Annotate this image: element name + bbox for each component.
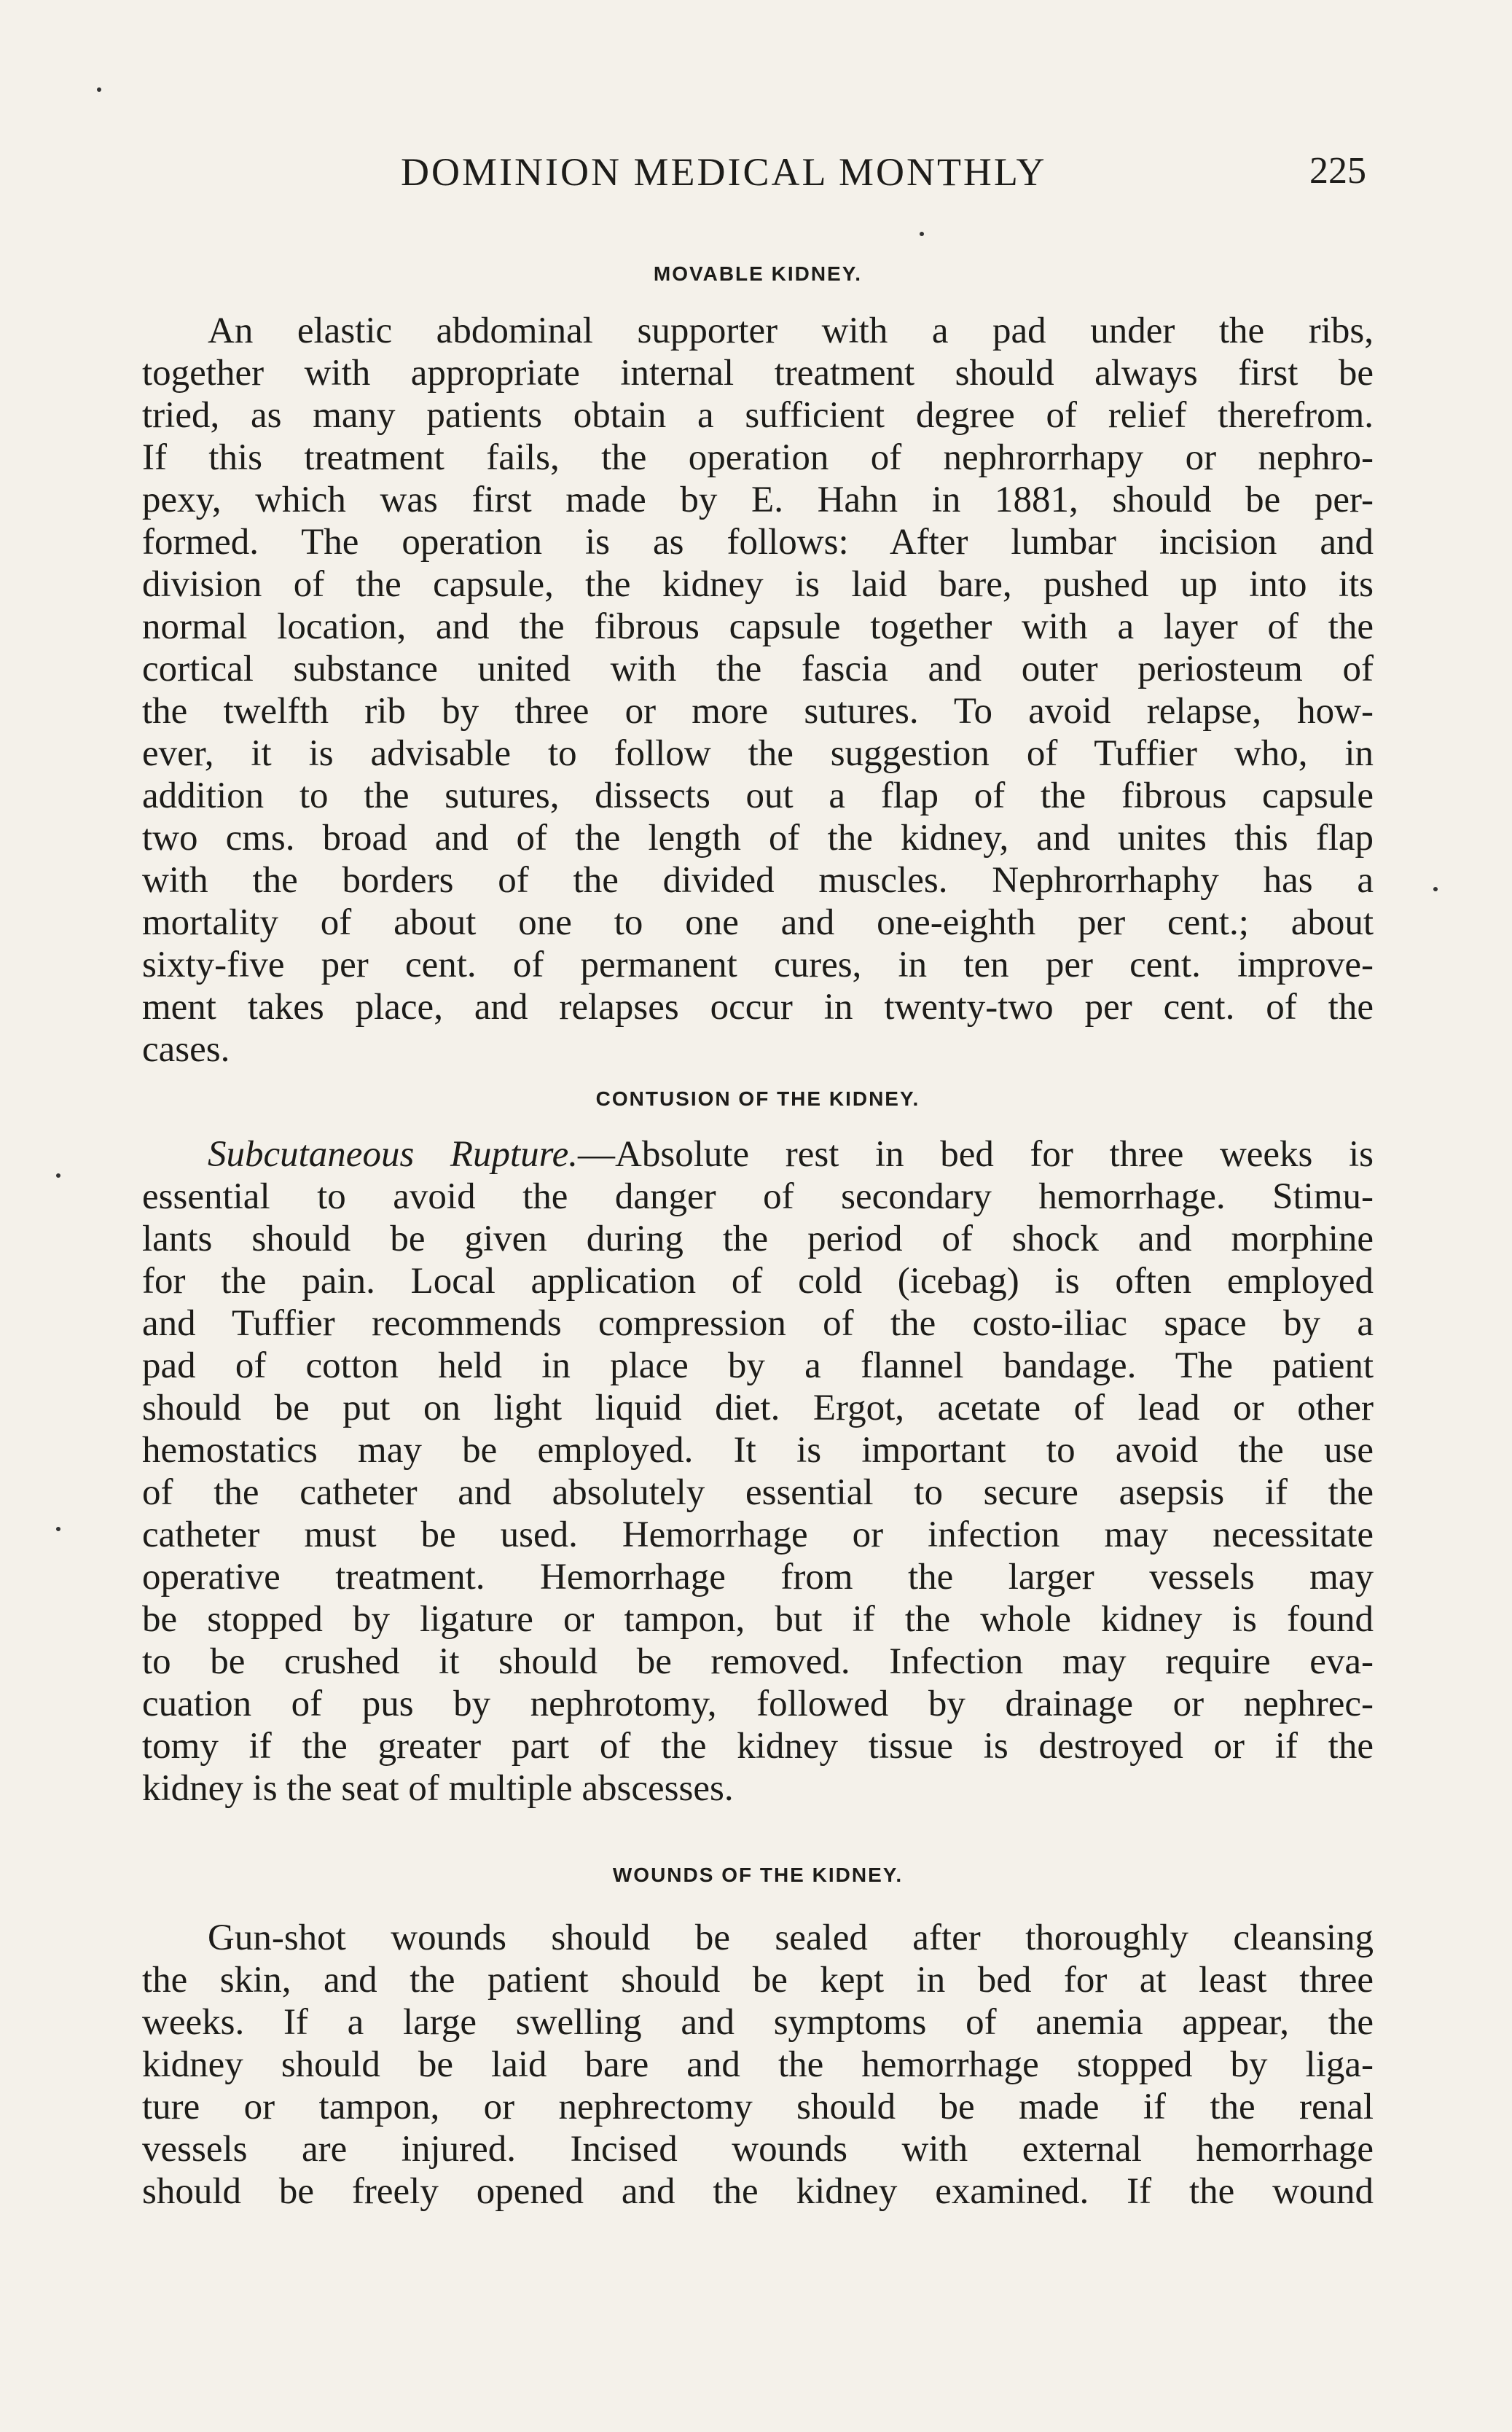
- text-line: hemostatics may be employed. It is important to avoid the use: [142, 1430, 1374, 1471]
- text-line: should be put on light liquid diet. Ergot, acetate of lead or other: [142, 1388, 1374, 1428]
- paragraph-movable-kidney: [142, 310, 1374, 1071]
- text-line-rest: —Absolute rest in bed for three weeks is: [578, 1134, 1374, 1175]
- margin-speck: [1433, 887, 1438, 891]
- text-line: Gun-shot wounds should be sealed after thoroughly cleansing: [208, 1917, 1374, 1958]
- text-line: of the catheter and absolutely essential to secure asepsis if the: [142, 1472, 1374, 1513]
- text-line: and Tuffier recommends compression of the costo-iliac space by a: [142, 1303, 1374, 1344]
- text-line: division of the capsule, the kidney is laid bare, pushed up into its: [142, 564, 1374, 605]
- text-line: the skin, and the patient should be kept in bed for at least three: [142, 1960, 1374, 2001]
- text-line: cuation of pus by nephrotomy, followed by drainage or nephrec-: [142, 1684, 1374, 1724]
- text-line: for the pain. Local application of cold (icebag) is often employed: [142, 1261, 1374, 1302]
- text-line: ture or tampon, or nephrectomy should be made if the renal: [142, 2087, 1374, 2127]
- section-heading-wounds: WOUNDS OF THE KIDNEY.: [612, 1864, 904, 1886]
- text-line: sixty-five per cent. of permanent cures, in ten per cent. improve-: [142, 945, 1374, 985]
- margin-speck: [920, 232, 924, 236]
- text-line: together with appropriate internal treatment should always first be: [142, 353, 1374, 394]
- text-line: weeks. If a large swelling and symptoms of anemia appear, the: [142, 2002, 1374, 2043]
- text-line: [142, 1133, 1374, 1176]
- margin-speck: [56, 1527, 60, 1531]
- paragraph-wounds: [142, 1917, 1374, 2213]
- text-line: cortical substance united with the fascia and outer periosteum of: [142, 649, 1374, 689]
- margin-speck: [97, 87, 101, 92]
- margin-speck: [56, 1173, 60, 1178]
- text-line: kidney is the seat of multiple abscesses.: [142, 1768, 734, 1809]
- section-heading-movable-kidney: MOVABLE KIDNEY.: [653, 262, 863, 285]
- running-title: DOMINION MEDICAL MONTHLY: [401, 150, 1047, 194]
- text-line: two cms. broad and of the length of the kidney, and unites this flap: [142, 818, 1374, 859]
- text-line: lants should be given during the period of shock and morphine: [142, 1219, 1374, 1259]
- text-line: tried, as many patients obtain a sufficient degree of relief therefrom.: [142, 395, 1374, 436]
- page-number: 225: [1309, 150, 1366, 192]
- text-line: normal location, and the fibrous capsule together with a layer of the: [142, 606, 1374, 647]
- text-line: tomy if the greater part of the kidney tissue is destroyed or if the: [142, 1726, 1374, 1767]
- text-line: operative treatment. Hemorrhage from the larger vessels may: [142, 1557, 1374, 1598]
- text-line: An elastic abdominal supporter with a pad under the ribs,: [208, 310, 1374, 351]
- text-line: the twelfth rib by three or more sutures. To avoid relapse, how-: [142, 691, 1374, 732]
- text-line: cases.: [142, 1029, 230, 1070]
- text-line: essential to avoid the danger of secondary hemorrhage. Stimu-: [142, 1176, 1374, 1217]
- text-line: mortality of about one to one and one-eighth per cent.; about: [142, 902, 1374, 943]
- text-line: be stopped by ligature or tampon, but if the whole kidney is found: [142, 1599, 1374, 1640]
- text-line: should be freely opened and the kidney examined. If the wound: [142, 2171, 1374, 2212]
- text-line: with the borders of the divided muscles. Nephrorrhaphy has a: [142, 860, 1374, 901]
- text-line: vessels are injured. Incised wounds with external hemorrhage: [142, 2129, 1374, 2170]
- text-line: If this treatment fails, the operation of nephrorrhapy or nephro-: [142, 437, 1374, 478]
- text-line: addition to the sutures, dissects out a flap of the fibrous capsule: [142, 775, 1374, 816]
- text-line: catheter must be used. Hemorrhage or infection may necessitate: [142, 1514, 1374, 1555]
- page-header: [146, 149, 1366, 208]
- section-heading-contusion: CONTUSION OF THE KIDNEY.: [595, 1087, 920, 1110]
- text-line: pad of cotton held in place by a flannel bandage. The patient: [142, 1345, 1374, 1386]
- paragraph-contusion: [142, 1133, 1374, 1810]
- text-line: ever, it is advisable to follow the suggestion of Tuffier who, in: [142, 733, 1374, 774]
- text-line: kidney should be laid bare and the hemorrhage stopped by liga-: [142, 2044, 1374, 2085]
- text-line: pexy, which was first made by E. Hahn in 1881, should be per-: [142, 480, 1374, 520]
- text-line: ment takes place, and relapses occur in twenty-two per cent. of the: [142, 987, 1374, 1028]
- text-line: to be crushed it should be removed. Infection may require eva-: [142, 1641, 1374, 1682]
- subheading-subcutaneous-rupture: Subcutaneous Rupture.: [208, 1134, 579, 1175]
- text-line: formed. The operation is as follows: After lumbar incision and: [142, 522, 1374, 563]
